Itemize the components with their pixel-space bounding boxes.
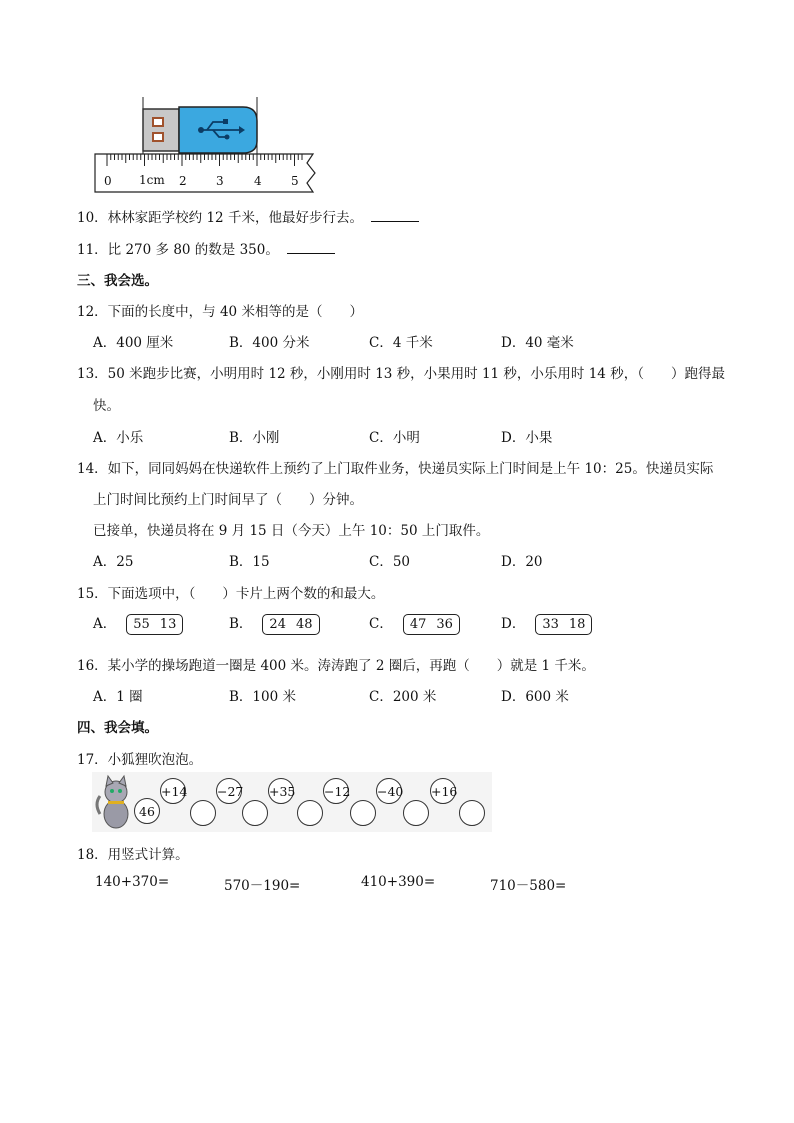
calc-item-3: 410+390= <box>361 874 436 890</box>
card-number: 18 <box>568 617 586 632</box>
operation-bubble: +14 <box>160 778 186 804</box>
bubble-chain-figure <box>92 772 492 832</box>
q16-option-c[interactable]: C．200 米 <box>369 689 437 705</box>
question-18-text: 18．用竖式计算。 <box>77 847 189 863</box>
ruler-label-4: 4 <box>254 174 262 188</box>
q15-option-c[interactable] <box>369 612 460 635</box>
operation-bubble: −27 <box>216 778 242 804</box>
answer-bubble[interactable] <box>350 800 376 826</box>
question-13-text-cont: 快。 <box>93 398 120 414</box>
q16-option-a[interactable]: A．1 圈 <box>93 689 143 705</box>
q12-option-d[interactable]: D．40 毫米 <box>501 335 574 351</box>
start-bubble: 46 <box>134 798 160 824</box>
number-card <box>262 614 319 635</box>
card-number: 24 <box>269 617 286 632</box>
q14-option-c[interactable]: C．50 <box>369 554 411 570</box>
q14-option-d[interactable]: D．20 <box>501 554 543 570</box>
question-15-text: 15．下面选项中，（ ）卡片上两个数的和最大。 <box>77 586 385 602</box>
number-card <box>403 614 460 635</box>
card-number: 48 <box>295 617 313 632</box>
number-card <box>126 614 183 635</box>
operation-bubble: −12 <box>323 778 349 804</box>
q13-option-a[interactable]: A．小乐 <box>93 430 144 446</box>
section-3-heading: 三、我会选。 <box>77 273 158 289</box>
question-13-text: 13．50 米跑步比赛，小明用时 12 秒，小刚用时 13 秒，小果用时 11 秒，小乐用时 14 秒，（ ）跑得最 <box>77 366 725 382</box>
card-number: 36 <box>436 617 453 632</box>
question-11 <box>77 238 335 258</box>
answer-bubble[interactable] <box>190 800 216 826</box>
ruler-label-0: 0 <box>104 174 112 188</box>
q12-option-a[interactable]: A．400 厘米 <box>93 335 174 351</box>
question-10-text: 10．林林家距学校约 12 千米，他最好步行去。 <box>77 210 363 226</box>
question-12-text: 12．下面的长度中，与 40 米相等的是（ ） <box>77 304 363 320</box>
answer-bubble[interactable] <box>297 800 323 826</box>
q16-option-b[interactable]: B．100 米 <box>229 689 296 705</box>
q16-option-d[interactable]: D．600 米 <box>501 689 569 705</box>
question-16-text: 16．某小学的操场跑道一圈是 400 米。涛涛跑了 2 圈后，再跑（ ）就是 1 千米。 <box>77 658 595 674</box>
card-number: 55 <box>133 617 150 632</box>
ruler-label-3: 3 <box>216 174 224 188</box>
option-letter: A． <box>93 616 117 632</box>
card-number: 13 <box>159 617 177 632</box>
operation-bubble: −40 <box>376 778 402 804</box>
question-14-notice: 已接单，快递员将在 9 月 15 日（今天）上午 10：50 上门取件。 <box>93 523 490 539</box>
option-letter: D． <box>501 616 526 632</box>
q13-option-d[interactable]: D．小果 <box>501 430 553 446</box>
question-14-text-cont: 上门时间比预约上门时间早了（ ）分钟。 <box>93 492 363 508</box>
q15-option-a[interactable] <box>93 612 183 635</box>
answer-blank[interactable] <box>287 241 335 254</box>
q13-option-c[interactable]: C．小明 <box>369 430 420 446</box>
number-card <box>535 614 592 635</box>
calc-item-1: 140+370= <box>95 874 170 890</box>
question-11-text: 11．比 270 多 80 的数是 350。 <box>77 242 279 258</box>
card-number: 47 <box>409 617 427 632</box>
ruler-label-5: 5 <box>291 174 299 188</box>
answer-blank[interactable] <box>371 209 419 222</box>
q15-option-d[interactable] <box>501 612 592 635</box>
answer-bubble[interactable] <box>242 800 268 826</box>
section-4-heading: 四、我会填。 <box>77 720 158 736</box>
ruler-label-2: 2 <box>179 174 187 188</box>
q12-option-c[interactable]: C．4 千米 <box>369 335 433 351</box>
operation-bubble: +16 <box>430 778 456 804</box>
question-14-text: 14．如下，同同妈妈在快递软件上预约了上门取件业务，快递员实际上门时间是上午 10：25。快递员实际 <box>77 461 714 477</box>
q13-option-b[interactable]: B．小刚 <box>229 430 280 446</box>
calc-item-4: 710－580= <box>490 878 567 894</box>
option-letter: B． <box>229 616 253 632</box>
card-number: 33 <box>542 617 559 632</box>
q12-option-b[interactable]: B．400 分米 <box>229 335 310 351</box>
option-letter: C． <box>369 616 393 632</box>
calc-item-2: 570－190= <box>224 878 301 894</box>
usb-ruler-figure <box>93 97 323 195</box>
answer-bubble[interactable] <box>459 800 485 826</box>
q14-option-b[interactable]: B．15 <box>229 554 270 570</box>
ruler-label-1: 1cm <box>139 173 165 187</box>
answer-bubble[interactable] <box>403 800 429 826</box>
q14-option-a[interactable]: A．25 <box>93 554 134 570</box>
usb-drive-icon <box>93 97 323 195</box>
question-10 <box>77 206 419 226</box>
q15-option-b[interactable] <box>229 612 320 635</box>
question-17-text: 17．小狐狸吹泡泡。 <box>77 752 203 768</box>
fox-icon <box>94 774 134 830</box>
operation-bubble: +35 <box>268 778 294 804</box>
